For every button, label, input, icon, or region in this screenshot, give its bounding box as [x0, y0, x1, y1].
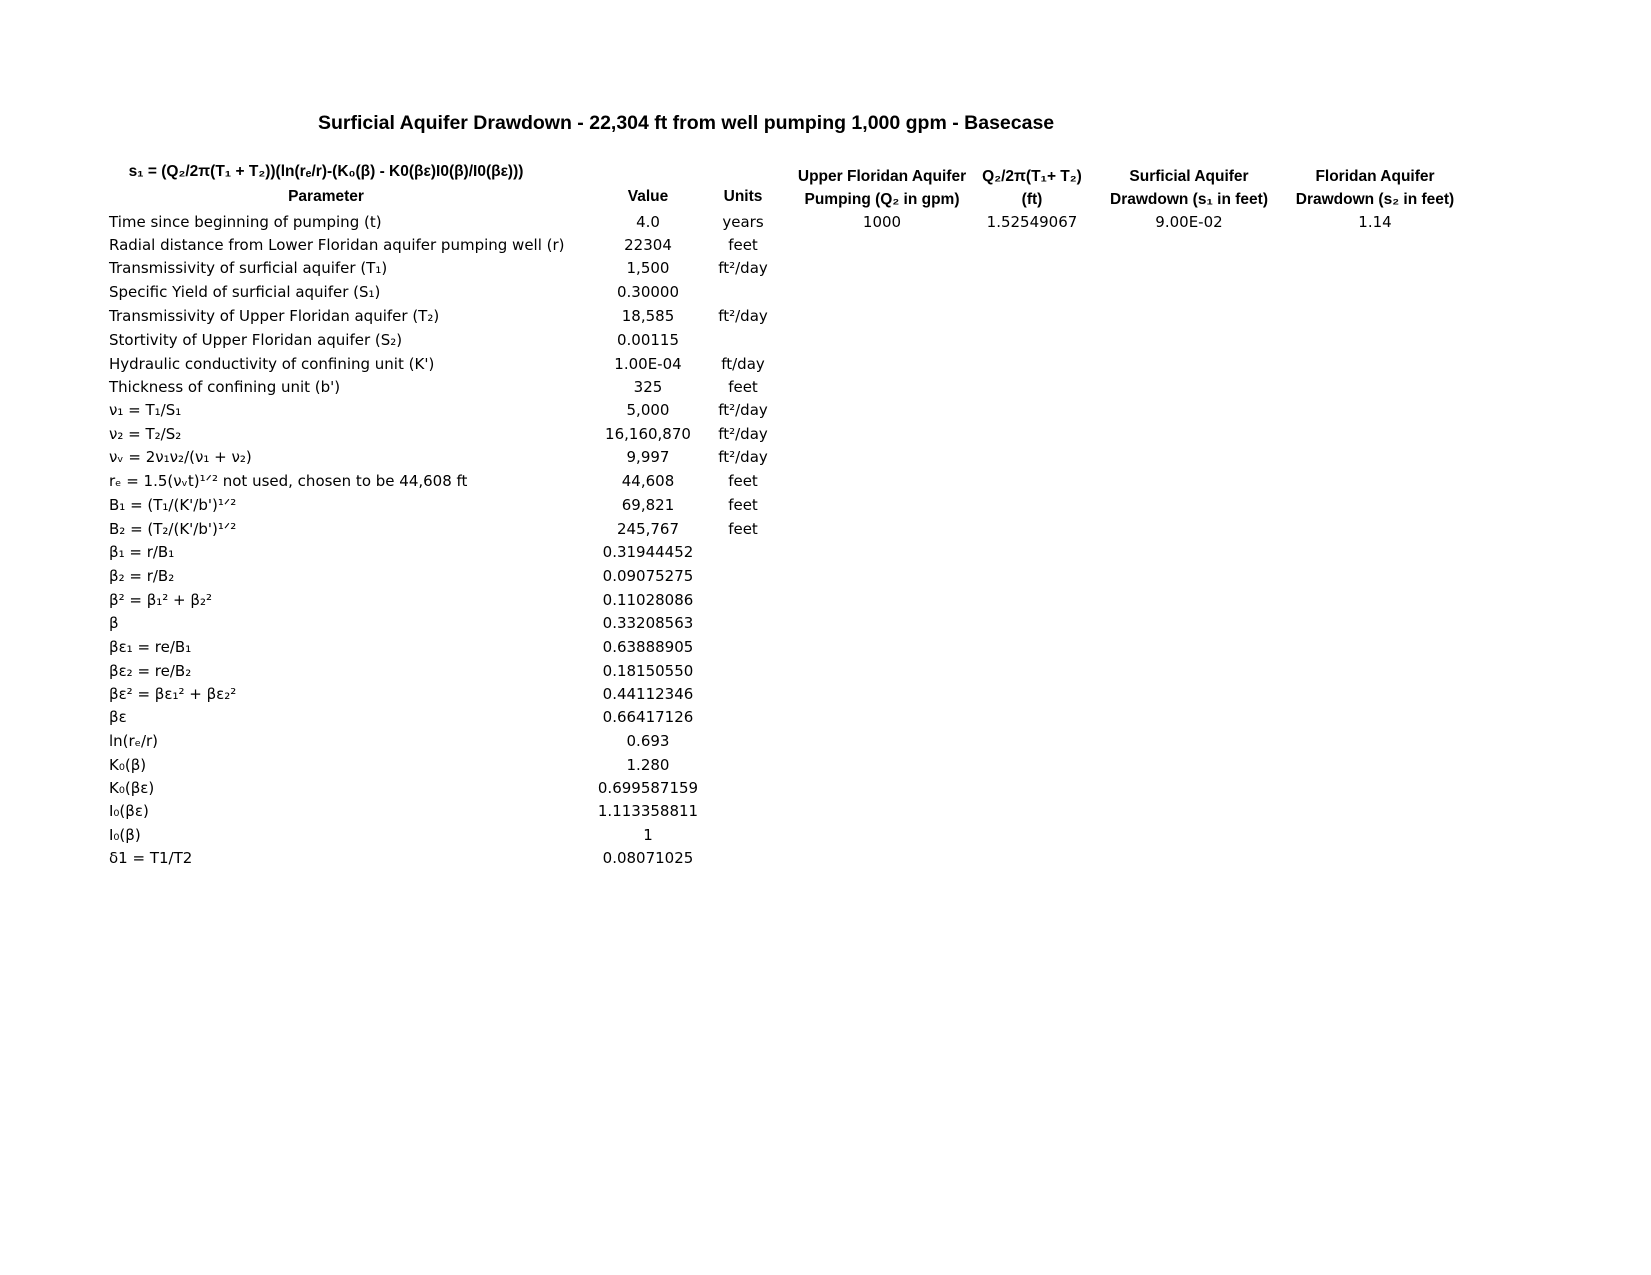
- parameter-cell: ν₂ = T₂/S₂: [109, 425, 182, 443]
- parameter-cell: ν₁ = T₁/S₁: [109, 401, 182, 419]
- page-title: Surficial Aquifer Drawdown - 22,304 ft from well pumping 1,000 gpm - Basecase: [318, 112, 1055, 134]
- value-cell: 0.63888905: [602, 638, 694, 656]
- value-cell: 0.699587159: [597, 779, 699, 797]
- table-row: [0, 662, 800, 686]
- value-cell: 0.11028086: [602, 591, 694, 609]
- table-row: [0, 779, 800, 803]
- parameter-cell: β² = β₁² + β₂²: [109, 591, 212, 609]
- parameter-cell: ln(rₑ/r): [109, 732, 159, 750]
- q-ratio-header-line1: Q₂/2π(T₁+ T₂): [982, 168, 1082, 185]
- drawdown-formula: s₁ = (Q₂/2π(T₁ + T₂))(ln(rₑ/r)-(K₀(β) - K0(βε)I0(β)/I0(βε))): [128, 163, 524, 180]
- floridan-drawdown-header-line1: Floridan Aquifer: [1315, 168, 1435, 185]
- value-cell: 0.30000: [616, 283, 680, 301]
- floridan-drawdown-header: [1282, 165, 1468, 211]
- parameter-cell: νᵥ = 2ν₁ν₂/(ν₁ + ν₂): [109, 448, 252, 466]
- value-cell: 245,767: [616, 520, 680, 538]
- value-cell: 1,500: [626, 259, 670, 277]
- units-cell: ft²/day: [718, 259, 768, 277]
- table-row: [0, 708, 800, 732]
- units-cell: ft/day: [721, 355, 765, 373]
- table-row: [0, 826, 800, 850]
- surficial-drawdown-value: 9.00E-02: [1155, 213, 1223, 231]
- parameter-cell: βε² = βε₁² + βε₂²: [109, 685, 237, 703]
- value-cell: 0.66417126: [602, 708, 694, 726]
- parameter-cell: Thickness of confining unit (b'): [109, 378, 341, 396]
- table-row: [0, 732, 800, 756]
- table-row: [0, 567, 800, 591]
- value-cell: 1: [643, 826, 653, 844]
- parameter-cell: Stortivity of Upper Floridan aquifer (S₂): [109, 331, 403, 349]
- parameter-column-header: Parameter: [288, 188, 364, 205]
- table-row: [0, 520, 800, 544]
- parameter-cell: Specific Yield of surficial aquifer (S₁): [109, 283, 381, 301]
- parameter-cell: βε₁ = re/B₁: [109, 638, 192, 656]
- value-cell: 4.0: [636, 213, 660, 231]
- parameter-cell: β: [109, 614, 119, 632]
- value-cell: 0.33208563: [602, 614, 694, 632]
- value-cell: 0.44112346: [602, 685, 694, 703]
- table-row: [0, 496, 800, 520]
- parameter-cell: Hydraulic conductivity of confining unit (K'): [109, 355, 435, 373]
- parameter-cell: B₁ = (T₁/(K'/b')¹ᐟ²: [109, 496, 237, 514]
- value-cell: 1.113358811: [597, 802, 699, 820]
- value-cell: 5,000: [626, 401, 670, 419]
- parameter-cell: Radial distance from Lower Floridan aquifer pumping well (r): [109, 236, 565, 254]
- table-row: [0, 307, 800, 331]
- table-row: [0, 543, 800, 567]
- value-cell: 0.31944452: [602, 543, 694, 561]
- units-cell: feet: [728, 236, 758, 254]
- parameter-cell: β₂ = r/B₂: [109, 567, 175, 585]
- table-row: [0, 355, 800, 379]
- value-cell: 18,585: [621, 307, 675, 325]
- parameter-cell: I₀(β): [109, 826, 141, 844]
- pumping-header-line1: Upper Floridan Aquifer: [797, 168, 967, 185]
- parameter-cell: δ1 = T1/T2: [109, 849, 193, 867]
- table-row: [0, 756, 800, 780]
- units-cell: ft²/day: [718, 425, 768, 443]
- value-cell: 9,997: [626, 448, 670, 466]
- value-cell: 0.08071025: [602, 849, 694, 867]
- pumping-value: 1000: [862, 213, 902, 231]
- units-cell: ft²/day: [718, 448, 768, 466]
- q-ratio-header-line2: (ft): [1021, 191, 1043, 208]
- table-row: [0, 213, 800, 237]
- floridan-drawdown-header-line2: Drawdown (s₂ in feet): [1295, 191, 1455, 208]
- surficial-drawdown-header-line1: Surficial Aquifer: [1129, 168, 1249, 185]
- value-cell: 1.00E-04: [614, 355, 682, 373]
- table-row: [0, 802, 800, 826]
- parameter-cell: Time since beginning of pumping (t): [109, 213, 382, 231]
- units-cell: feet: [728, 378, 758, 396]
- parameter-cell: K₀(β): [109, 756, 147, 774]
- parameter-cell: rₑ = 1.5(νᵥt)¹ᐟ² not used, chosen to be 44,608 ft: [109, 472, 468, 490]
- surficial-drawdown-header: [1096, 165, 1282, 211]
- table-row: [0, 448, 800, 472]
- pumping-header-line2: Pumping (Q₂ in gpm): [804, 191, 960, 208]
- table-row: [0, 591, 800, 615]
- parameter-cell: B₂ = (T₂/(K'/b')¹ᐟ²: [109, 520, 237, 538]
- value-cell: 0.09075275: [602, 567, 694, 585]
- table-row: [0, 425, 800, 449]
- parameter-cell: Transmissivity of Upper Floridan aquifer (T₂): [109, 307, 440, 325]
- value-cell: 69,821: [621, 496, 675, 514]
- units-cell: ft²/day: [718, 401, 768, 419]
- value-cell: 0.693: [626, 732, 670, 750]
- units-cell: ft²/day: [718, 307, 768, 325]
- units-cell: feet: [728, 520, 758, 538]
- table-row: [0, 259, 800, 283]
- value-cell: 0.00115: [616, 331, 680, 349]
- parameter-cell: β₁ = r/B₁: [109, 543, 175, 561]
- parameter-cell: Transmissivity of surficial aquifer (T₁): [109, 259, 388, 277]
- units-column-header: Units: [723, 188, 763, 205]
- floridan-drawdown-value: 1.14: [1358, 213, 1392, 231]
- table-row: [0, 638, 800, 662]
- table-row: [0, 849, 800, 873]
- units-cell: feet: [728, 472, 758, 490]
- q-ratio-header: [980, 165, 1084, 211]
- parameter-cell: K₀(βε): [109, 779, 155, 797]
- surficial-drawdown-header-line2: Drawdown (s₁ in feet): [1110, 191, 1268, 208]
- table-row: [0, 378, 800, 402]
- parameter-cell: βε₂ = re/B₂: [109, 662, 192, 680]
- table-row: [0, 236, 800, 260]
- table-row: [0, 685, 800, 709]
- table-row: [0, 283, 800, 307]
- table-row: [0, 401, 800, 425]
- pumping-header: [782, 165, 982, 211]
- table-row: [0, 331, 800, 355]
- q-ratio-value: 1.52549067: [986, 213, 1078, 231]
- value-column-header: Value: [627, 188, 669, 205]
- value-cell: 22304: [624, 236, 672, 254]
- units-cell: years: [722, 213, 764, 231]
- value-cell: 325: [633, 378, 663, 396]
- value-cell: 44,608: [621, 472, 675, 490]
- units-cell: feet: [728, 496, 758, 514]
- table-row: [0, 614, 800, 638]
- parameter-cell: βε: [109, 708, 127, 726]
- value-cell: 0.18150550: [602, 662, 694, 680]
- table-row: [0, 472, 800, 496]
- parameter-cell: I₀(βε): [109, 802, 149, 820]
- value-cell: 1.280: [626, 756, 670, 774]
- value-cell: 16,160,870: [605, 425, 691, 443]
